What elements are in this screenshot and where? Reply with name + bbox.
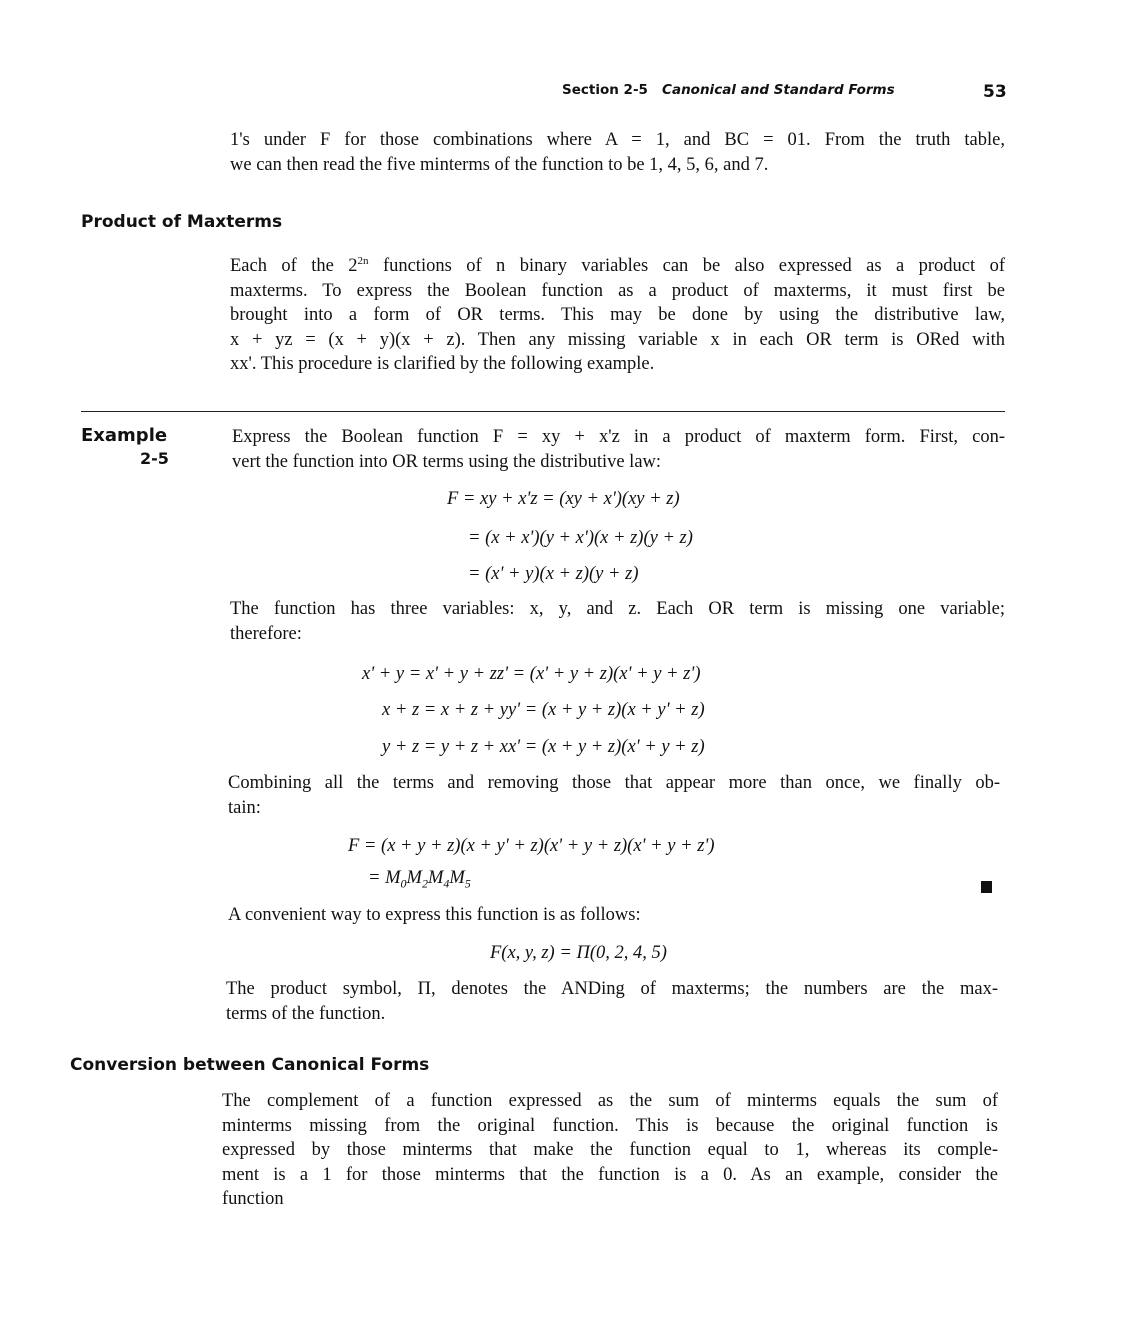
conversion-line-3: expressed by those minterms that make the function equal to 1, whereas its comple- [222, 1140, 998, 1160]
example-p3-line-2: tain: [228, 797, 261, 818]
maxterms-line-2: maxterms. To express the Boolean function as a product of maxterms, it must first be [230, 280, 1005, 301]
header-title: Canonical and Standard Forms [662, 82, 895, 98]
equation-1: F = xy + x'z = (xy + x')(xy + z) [447, 489, 680, 509]
maxterms-paragraph [230, 249, 1005, 377]
conversion-line-1: The complement of a function expressed as the sum of minterms equals the sum of [222, 1091, 998, 1111]
equation-9: F(x, y, z) = Π(0, 2, 4, 5) [490, 943, 667, 963]
exponent: 2n [357, 255, 369, 267]
intro-line-2: we can then read the five minterms of the function to be 1, 4, 5, 6, and 7. [230, 154, 769, 175]
conversion-paragraph [222, 1089, 998, 1212]
example-label: Example [81, 425, 168, 446]
example-line-2: vert the function into OR terms using the distributive law: [232, 451, 662, 472]
page-number: 53 [983, 82, 1007, 102]
equation-2: = (x + x')(y + x')(x + z)(y + z) [468, 528, 693, 548]
equation-5: x + z = x + z + yy' = (x + y + z)(x + y' + z) [382, 700, 705, 720]
equation-4: x' + y = x' + y + zz' = (x' + y + z)(x' + y + z') [362, 664, 701, 684]
subscript-0: 0 [400, 876, 407, 891]
conversion-line-5: function [222, 1189, 284, 1209]
subscript-2: 2 [421, 876, 428, 891]
intro-paragraph [230, 128, 1005, 177]
maxterms-line-4: x + yz = (x + y)(x + z). Then any missing variable x in each OR term is ORed with [230, 329, 1005, 350]
maxterm-m5: M [449, 868, 465, 888]
section-heading-product-of-maxterms: Product of Maxterms [81, 212, 283, 232]
maxterms-line-1-a: Each of the 2 [230, 256, 358, 277]
header-section: Section 2-5 [562, 82, 648, 98]
end-of-example-marker [981, 881, 992, 893]
equation-3: = (x' + y)(x + z)(y + z) [468, 564, 639, 584]
maxterm-m2: M [406, 868, 422, 888]
running-header [562, 82, 895, 98]
section-heading-conversion: Conversion between Canonical Forms [70, 1055, 430, 1075]
subscript-5: 5 [464, 876, 471, 891]
example-number: 2-5 [140, 449, 169, 468]
conversion-line-4: ment is a 1 for those minterms that the function is a 0. As an example, consider the [222, 1164, 998, 1185]
equation-8 [368, 868, 471, 892]
intro-line-1: 1's under F for those combinations where A = 1, and BC = 01. From the truth table, [230, 130, 1005, 150]
example-paragraph-4: A convenient way to express this function is as follows: [228, 905, 641, 925]
example-intro [232, 425, 1005, 474]
equation-7: F = (x + y + z)(x + y' + z)(x' + y + z)(x' + y + z') [348, 836, 715, 856]
maxterms-line-5: xx'. This procedure is clarified by the following example. [230, 354, 655, 375]
maxterm-m4: M [427, 868, 444, 888]
example-p5-line-1: The product symbol, Π, denotes the ANDing of maxterms; the numbers are the max- [226, 979, 998, 999]
example-divider [81, 411, 1005, 412]
maxterms-line-1 [230, 249, 1005, 279]
example-paragraph-5 [226, 977, 998, 1026]
example-line-1: Express the Boolean function F = xy + x'z in a product of maxterm form. First, con- [232, 427, 1005, 447]
example-p3-line-1: Combining all the terms and removing those that appear more than once, we finally ob- [228, 773, 1000, 793]
equation-6: y + z = y + z + xx' = (x + y + z)(x' + y + z) [382, 737, 705, 757]
subscript-4: 4 [443, 876, 450, 891]
example-p2-line-1: The function has three variables: x, y, and z. Each OR term is missing one variable; [230, 599, 1005, 619]
maxterms-line-1-b: functions of n binary variables can be also expressed as a product of [368, 256, 1005, 277]
maxterms-line-3: brought into a form of OR terms. This may be done by using the distributive law, [230, 305, 1005, 326]
conversion-line-2: minterms missing from the original function. This is because the original function is [222, 1115, 998, 1136]
example-p5-line-2: terms of the function. [226, 1003, 386, 1024]
example-p2-line-2: therefore: [230, 623, 302, 644]
example-paragraph-3 [228, 771, 1000, 820]
example-paragraph-2 [230, 597, 1005, 646]
equation-8-prefix: = M [368, 868, 401, 888]
